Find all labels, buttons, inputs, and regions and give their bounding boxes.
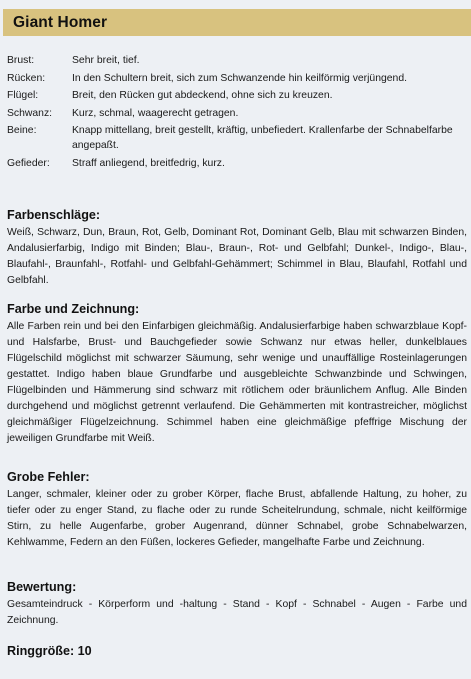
title-bar	[3, 9, 471, 36]
page-title: Giant Homer	[13, 13, 108, 31]
property-label: Schwanz:	[7, 107, 53, 119]
property-value: Kurz, schmal, waagerecht getragen.	[72, 107, 239, 119]
property-value: Sehr breit, tief.	[72, 55, 140, 66]
property-row-schwanz	[7, 107, 467, 122]
ring-size: Ringgröße: 10	[7, 644, 92, 658]
property-label: Brust:	[7, 55, 35, 66]
property-value: Knapp mittellang, breit gestellt, kräftig, unbefiedert. Krallenfarbe der Schnabelfarbe angepaßt.	[72, 125, 453, 151]
section-text: Gesamteindruck - Körperform und -haltung - Stand - Kopf - Schnabel - Augen - Farbe und Zeichnung.	[7, 599, 467, 626]
section-text: Langer, schmaler, kleiner oder zu grober Körper, flache Brust, abfallende Haltung, zu hoher, zu tiefer oder zu enger Stand, zu flache oder zu runde Scheitelrundung, schmale, nicht keilförmige Stirn, zu helle Augenfarbe, grober Augenrand, dünner Schnabel, grobe Schnabelwarzen, Kehlwamme, Federn an den Füßen, lockeres Gefieder, mangelhafte Farbe und Zeichnung.	[7, 489, 467, 548]
property-value: Straff anliegend, breitfedrig, kurz.	[72, 157, 225, 169]
property-row-gefieder	[7, 157, 467, 172]
section-heading: Bewertung:	[7, 580, 77, 594]
property-row-brust	[7, 54, 467, 69]
section-farbenschlaege	[7, 208, 467, 289]
property-value: Breit, den Rücken gut abdeckend, ohne sich zu kreuzen.	[72, 90, 333, 102]
property-row-fluegel	[7, 89, 467, 104]
section-heading: Farbenschläge:	[7, 208, 101, 222]
section-text: Alle Farben rein und bei den Einfarbigen gleichmäßig. Andalusierfarbige haben schwarzblaue Kopf- und Halsfarbe, Brust- und Bauchgefieder sowie Schwanz nur etwas heller, dunkelblaues Flügelschild möglichst mit schwarzer Säumung, sehr wenige und unauffällige Rosteinlagerungen gestattet. Indigo haben blaue Grundfarbe und ausgebleichte Schwanzbinde und Schwingen, Flügelbinden und Hämmerung sind schwarz mit rötlichem oder bräunlichem Anflug. Alle Binden durchgehend und möglichst getrennt verlaufend. Die Gehämmerten mit kontrastreicher, möglichst gleichmäßiger Flügelzeichnung. Schimmel haben eine gleichmäßige pfeffrige Mischung der jeweiligen Grundfarbe mit Weiß.	[7, 321, 467, 444]
section-bewertung	[7, 580, 467, 629]
section-farbe-zeichnung	[7, 302, 467, 447]
property-label: Gefieder:	[7, 157, 50, 169]
section-text: Weiß, Schwarz, Dun, Braun, Rot, Gelb, Dominant Rot, Dominant Gelb, Blau mit schwarzen Binden, Andalusierfarbig, Indigo mit Binden; Blau-, Braun-, Rot- und Gelbfahl; Dunkel-, Indigo-, Blau-, Blaufahl-, Braunfahl-, Rotfahl- und Gelbfahl-Gehämmert; Schimmel in Blau, Blaufahl, Rotfahl und Gelbfahl.	[7, 227, 467, 286]
section-heading: Grobe Fehler:	[7, 470, 90, 484]
property-row-beine	[7, 124, 467, 153]
section-heading: Farbe und Zeichnung:	[7, 302, 140, 316]
property-value: In den Schultern breit, sich zum Schwanzende hin keilförmig verjüngend.	[72, 72, 407, 84]
properties-list	[7, 54, 467, 174]
property-label: Flügel:	[7, 90, 39, 102]
section-grobe-fehler	[7, 470, 467, 551]
property-label: Beine:	[7, 125, 37, 137]
property-label: Rücken:	[7, 72, 46, 84]
property-row-ruecken	[7, 72, 467, 87]
